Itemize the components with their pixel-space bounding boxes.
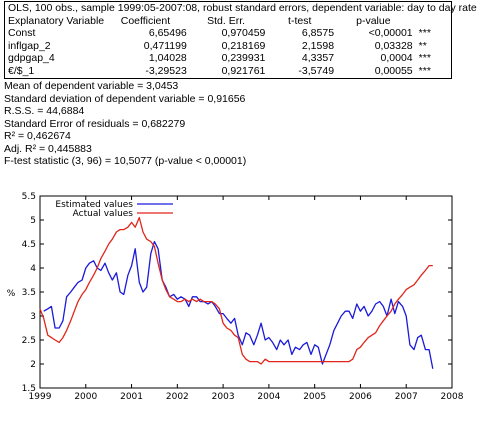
header-significance <box>413 15 448 28</box>
y-tick-label: 5 <box>30 216 36 226</box>
coefficient-table <box>8 15 448 78</box>
regression-output <box>4 1 477 168</box>
x-tick-label: 2001 <box>120 392 144 402</box>
stat-rss: R.S.S. = 44,6884 <box>4 105 85 117</box>
header-coefficient: Coefficient <box>120 14 171 27</box>
cell-p-value: 0,0004 <box>380 52 413 64</box>
cell-variable: €/$_1 <box>8 64 35 77</box>
cell-t-test: 2,1598 <box>301 39 335 52</box>
y-tick-label: 3.5 <box>21 288 36 298</box>
stat-f-test: F-test statistic (3, 96) = 10,5077 (p-value < 0,00001) <box>4 155 247 167</box>
x-tick-label: 2004 <box>257 392 281 402</box>
y-tick-label: 2.5 <box>21 336 36 346</box>
x-tick-label: 2006 <box>348 392 372 402</box>
y-tick-label: 3 <box>30 312 36 322</box>
header-t-test: t-test <box>288 14 312 27</box>
header-variable: Explanatory Variable <box>8 14 105 27</box>
cell-significance: *** <box>418 64 431 77</box>
header-std-err: Std. Err. <box>207 14 246 27</box>
header-p-value: p-value <box>356 14 391 27</box>
stat-adj-r-squared: Adj. R² = 0,445883 <box>4 142 92 155</box>
y-tick-label: 2 <box>30 360 36 370</box>
regression-title: OLS, 100 obs., sample 1999:05-2007:08, robust standard errors, dependent variable: day to day rate <box>8 2 477 14</box>
cell-coefficient: 6,65496 <box>148 27 187 39</box>
x-tick-label: 2005 <box>303 392 327 402</box>
cell-std-err: 0,970459 <box>221 27 266 39</box>
y-tick-label: 5.5 <box>21 192 36 202</box>
x-tick-label: 2007 <box>394 392 418 402</box>
y-axis-label: % <box>6 289 16 299</box>
x-tick-label: 2008 <box>440 392 464 402</box>
cell-variable: gdpgap_4 <box>8 52 55 64</box>
stat-r-squared: R² = 0,462674 <box>4 130 71 142</box>
cell-significance: ** <box>418 39 427 52</box>
cell-p-value: <0,00001 <box>368 27 413 39</box>
legend-label: Actual values <box>72 209 133 219</box>
x-tick-label: 2003 <box>211 392 235 402</box>
y-tick-label: 1.5 <box>21 384 36 394</box>
cell-p-value: 0,00055 <box>374 64 413 77</box>
legend-label: Estimated values <box>55 200 133 210</box>
cell-std-err: 0,239931 <box>221 52 266 64</box>
cell-t-test: 4,3357 <box>301 52 335 64</box>
table-row <box>8 65 448 78</box>
stat-mean: Mean of dependent variable = 3,0453 <box>4 80 179 92</box>
series-line-estimated <box>44 242 433 369</box>
y-tick-label: 4 <box>30 264 36 274</box>
stat-std-dev: Standard deviation of dependent variable = 0,91656 <box>4 92 246 105</box>
stat-std-error-residuals: Standard Error of residuals = 0,682279 <box>4 117 186 130</box>
table-row <box>8 52 448 65</box>
series-line-actual <box>40 218 433 364</box>
cell-variable: Const <box>8 27 36 39</box>
regression-box <box>4 1 477 79</box>
cell-std-err: 0,921761 <box>221 64 266 77</box>
x-tick-label: 2002 <box>165 392 189 402</box>
cell-t-test: 6,8575 <box>301 27 335 39</box>
table-row <box>8 27 448 40</box>
chart-svg <box>0 186 464 416</box>
cell-variable: inflgap_2 <box>8 39 51 52</box>
cell-t-test: -3,5749 <box>298 64 335 77</box>
cell-significance: *** <box>418 52 431 64</box>
x-tick-label: 1999 <box>28 392 52 402</box>
cell-std-err: 0,218169 <box>221 39 266 52</box>
cell-coefficient: 0,471199 <box>143 39 187 52</box>
coefficient-header-row <box>8 15 448 28</box>
cell-coefficient: 1,04028 <box>148 52 187 64</box>
cell-coefficient: -3,29523 <box>145 64 187 77</box>
regression-statistics <box>4 80 452 168</box>
fitted-vs-actual-chart <box>0 186 464 416</box>
x-tick-label: 2000 <box>74 392 98 402</box>
cell-p-value: 0,03328 <box>374 39 413 52</box>
table-row <box>8 40 448 53</box>
y-tick-label: 4.5 <box>21 240 36 250</box>
cell-significance: *** <box>418 27 431 39</box>
